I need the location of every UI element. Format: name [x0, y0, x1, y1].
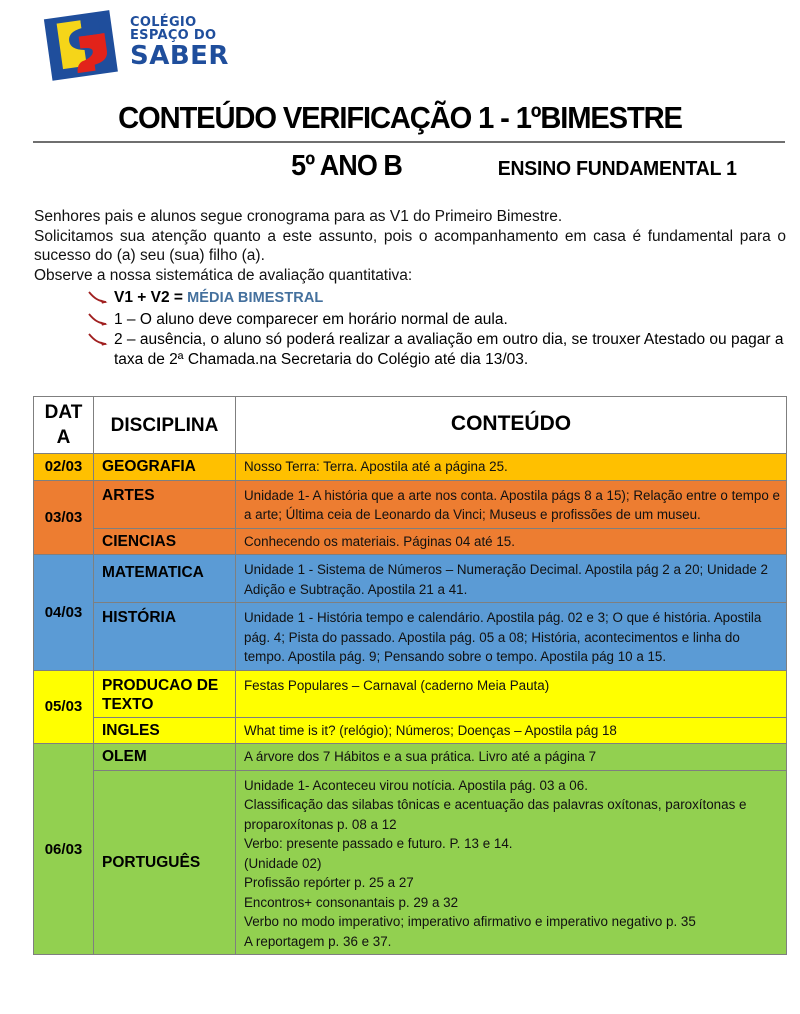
title-divider — [33, 141, 785, 143]
intro-line-3: Observe a nossa sistemática de avaliação quantitativa: — [34, 266, 413, 284]
cell-discipline: CIENCIAS — [94, 528, 236, 555]
logo-line-colegio: COLÉGIO — [130, 15, 197, 30]
cell-date: 03/03 — [34, 480, 94, 555]
table-row — [34, 480, 787, 528]
arrow-bullet-icon — [88, 310, 114, 328]
table-row — [34, 528, 787, 555]
cell-content: Unidade 1- Aconteceu virou notícia. Apostila pág. 03 a 06. Classificação das silabas tônicas e acentuação das palavras oxítonas, paroxítonas e proparoxítonas p. 08 a 12 Verbo: presente passado e futuro. P. 13 e 14. (Unidade 02) Profissão repórter p. 25 a 27 Encontros+ consonantais p. 29 a 32 Verbo no modo imperativo; imperativo afirmativo e imperativo negativo p. 35 A reportagem p. 36 e 37. — [236, 770, 787, 955]
cell-discipline: ARTES — [94, 480, 236, 528]
list-item — [88, 288, 788, 309]
page-title: CONTEÚDO VERIFICAÇÃO 1 - 1ºBIMESTRE — [118, 100, 682, 135]
intro-paragraph — [34, 207, 786, 285]
column-header-date: DATA — [34, 397, 94, 454]
schedule-table — [33, 396, 787, 955]
table-row — [34, 603, 787, 671]
cell-discipline: PRODUCAO DE TEXTO — [94, 670, 236, 717]
cell-discipline: OLEM — [94, 744, 236, 771]
cell-content: What time is it? (relógio); Números; Doenças – Apostila pág 18 — [236, 717, 787, 744]
logo-line-espaco-do: ESPAÇO DO — [130, 28, 217, 43]
cell-content: A árvore dos 7 Hábitos e a sua prática. Livro até a página 7 — [236, 744, 787, 771]
logo-line-saber: SABER — [130, 41, 229, 71]
cell-date: 06/03 — [34, 744, 94, 955]
cell-content: Unidade 1 - História tempo e calendário. Apostila pág. 02 e 3; O que é história. Apostila pág. 4; Pista do passado. Apostila pág. 05 a 08; História, acontecimentos e linha do tempo. Apostila pág. 9; Pensando sobre o tempo. Apostila pág 10 a 15. — [236, 603, 787, 671]
column-header-discipline: DISCIPLINA — [94, 397, 236, 454]
rules-list — [88, 288, 788, 370]
list-item-text — [114, 288, 788, 309]
list-item — [88, 330, 788, 369]
list-item-text: 2 – ausência, o aluno só poderá realizar a avaliação em outro dia, se trouxer Atestado ou pagar a taxa de 2ª Chamada.na Secretaria do Colégio até dia 13/03. — [114, 331, 784, 368]
cell-content: Conhecendo os materiais. Páginas 04 até 15. — [236, 528, 787, 555]
intro-line-1: Senhores pais e alunos segue cronograma para as V1 do Primeiro Bimestre. — [34, 208, 563, 225]
table-row — [34, 717, 787, 744]
formula-bold: V1 + V2 = — [114, 289, 183, 306]
cell-date: 05/03 — [34, 670, 94, 744]
table-body — [34, 454, 787, 955]
table-header-row — [34, 397, 787, 454]
intro-line-2: Solicitamos sua atenção quanto a este assunto, pois o acompanhamento em casa é fundamental para o sucesso do (a) seu (sua) filho (a). — [34, 227, 786, 264]
grade-title: 5º ANO B — [291, 150, 402, 182]
cell-date: 02/03 — [34, 454, 94, 481]
table-header — [34, 397, 787, 454]
school-logo — [40, 6, 229, 86]
arrow-bullet-icon — [88, 330, 114, 348]
cell-date: 04/03 — [34, 555, 94, 671]
cell-content: Unidade 1 - Sistema de Números – Numeração Decimal. Apostila pág 2 a 20; Unidade 2 Adição e Subtração. Apostila 21 a 41. — [236, 555, 787, 603]
cell-discipline: GEOGRAFIA — [94, 454, 236, 481]
list-item — [88, 310, 788, 330]
table-row — [34, 670, 787, 717]
arrow-bullet-icon — [88, 288, 114, 306]
formula-result: MÉDIA BIMESTRAL — [182, 290, 324, 306]
table-row — [34, 744, 787, 771]
cell-content: Unidade 1- A história que a arte nos conta. Apostila págs 8 a 15); Relação entre o tempo e a arte; Última ceia de Leonardo da Vinci; Museus e profissões de um museu. — [236, 480, 787, 528]
logo-mark-icon — [40, 6, 128, 86]
column-header-content: CONTEÚDO — [236, 397, 787, 454]
table-row — [34, 454, 787, 481]
logo-wordmark — [130, 16, 229, 69]
cell-content: Nosso Terra: Terra. Apostila até a página 25. — [236, 454, 787, 481]
cell-discipline: MATEMATICA — [94, 555, 236, 603]
education-level-title: ENSINO FUNDAMENTAL 1 — [497, 158, 737, 180]
cell-discipline: INGLES — [94, 717, 236, 744]
table-row — [34, 555, 787, 603]
cell-content: Festas Populares – Carnaval (caderno Meia Pauta) — [236, 670, 787, 717]
subtitle-row — [0, 150, 800, 186]
list-item-text: 1 – O aluno deve comparecer em horário normal de aula. — [114, 310, 508, 328]
table-row — [34, 770, 787, 955]
cell-discipline: HISTÓRIA — [94, 603, 236, 671]
cell-discipline: PORTUGUÊS — [94, 770, 236, 955]
